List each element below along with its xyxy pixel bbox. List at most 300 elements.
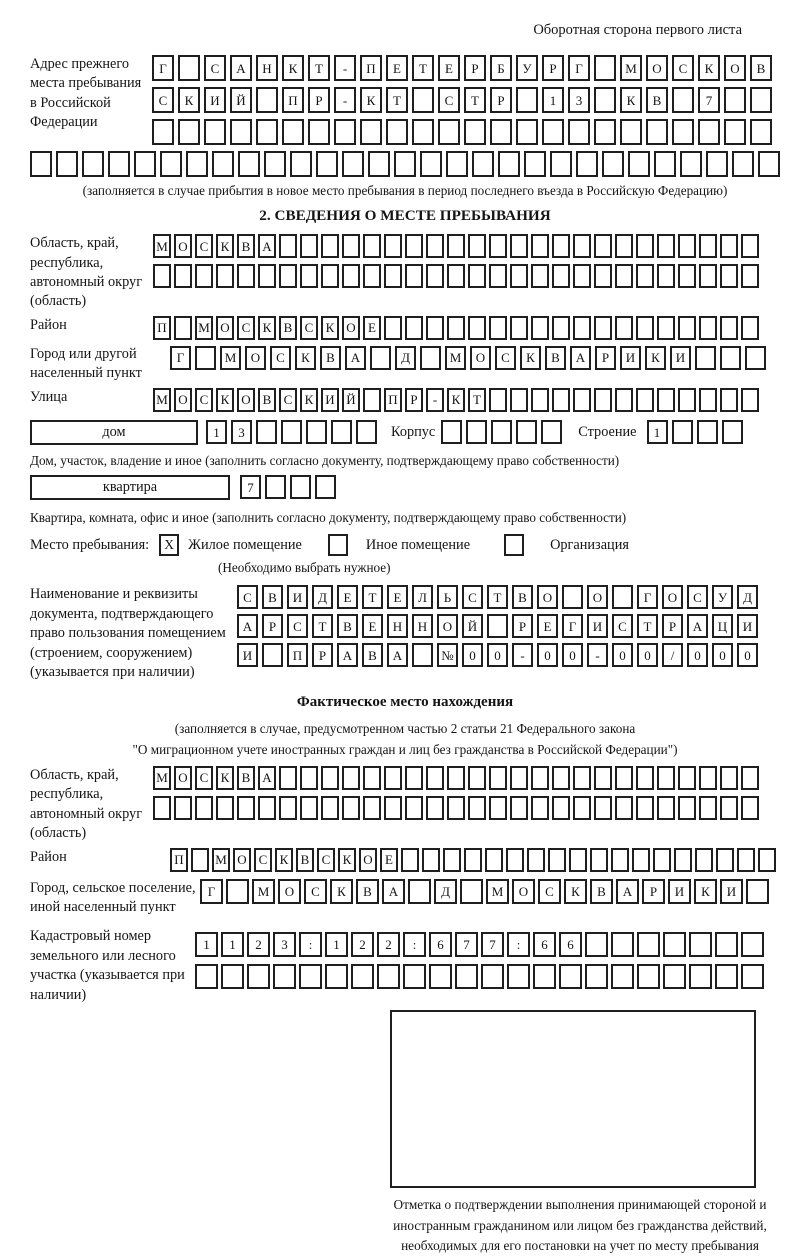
prev-address-row-1 <box>152 55 772 81</box>
char-cell <box>152 119 174 145</box>
region-block <box>30 234 780 312</box>
char-cell <box>384 316 402 340</box>
char-cell: Ц <box>712 614 733 638</box>
char-cell <box>741 388 759 412</box>
stay-option-checkbox-organization <box>504 534 524 556</box>
char-cell: 1 <box>195 932 218 957</box>
char-cell <box>204 119 226 145</box>
char-cell <box>657 796 675 820</box>
city-row <box>170 346 766 370</box>
char-cell <box>377 964 400 989</box>
char-cell: Г <box>200 879 223 904</box>
char-cell <box>615 316 633 340</box>
char-cell <box>363 796 381 820</box>
char-cell <box>356 420 377 444</box>
char-cell <box>750 119 772 145</box>
prev-address-block <box>30 55 780 145</box>
char-cell <box>516 87 538 113</box>
char-cell: П <box>384 388 402 412</box>
char-cell <box>160 151 182 177</box>
char-cell <box>281 420 302 444</box>
char-cell: О <box>237 388 255 412</box>
char-cell: 7 <box>240 475 261 499</box>
char-cell: Р <box>662 614 683 638</box>
char-cell: К <box>216 766 234 790</box>
char-cell <box>174 264 192 288</box>
char-cell <box>405 796 423 820</box>
char-cell <box>745 346 766 370</box>
char-cell <box>615 388 633 412</box>
char-cell <box>552 234 570 258</box>
char-cell: В <box>237 766 255 790</box>
char-cell: С <box>672 55 694 81</box>
char-cell: Р <box>308 87 330 113</box>
apartment-block <box>30 475 780 500</box>
char-cell: 0 <box>737 643 758 667</box>
char-cell <box>342 766 360 790</box>
char-cell <box>306 420 327 444</box>
char-cell <box>290 151 312 177</box>
char-cell: С <box>304 879 327 904</box>
actual-region-block <box>30 766 780 844</box>
char-cell <box>498 151 520 177</box>
char-cell <box>573 796 591 820</box>
stay-option-label-residential: Жилое помещение <box>188 536 302 553</box>
char-cell <box>316 151 338 177</box>
char-cell <box>384 796 402 820</box>
char-cell: К <box>258 316 276 340</box>
char-cell: С <box>438 87 460 113</box>
char-cell <box>510 766 528 790</box>
char-cell: А <box>687 614 708 638</box>
char-cell <box>422 848 440 872</box>
char-cell: 0 <box>712 643 733 667</box>
char-cell <box>724 87 746 113</box>
char-cell <box>489 234 507 258</box>
char-cell: 2 <box>377 932 400 957</box>
char-cell: Т <box>312 614 333 638</box>
char-cell <box>174 796 192 820</box>
char-cell: Е <box>337 585 358 609</box>
actual-region-row-2 <box>153 796 759 820</box>
char-cell: Р <box>642 879 665 904</box>
char-cell <box>715 964 738 989</box>
stroenie-cells <box>647 420 743 444</box>
char-cell: 3 <box>273 932 296 957</box>
char-cell <box>680 151 702 177</box>
char-cell <box>455 964 478 989</box>
char-cell <box>308 119 330 145</box>
char-cell <box>573 316 591 340</box>
char-cell <box>699 264 717 288</box>
char-cell <box>541 420 562 444</box>
char-cell: С <box>317 848 335 872</box>
char-cell <box>573 264 591 288</box>
char-cell <box>256 420 277 444</box>
char-cell: 7 <box>698 87 720 113</box>
cadastre-block <box>30 925 780 1005</box>
street-label: Улица <box>30 388 68 405</box>
char-cell: Т <box>362 585 383 609</box>
char-cell <box>300 234 318 258</box>
char-cell <box>491 420 512 444</box>
char-cell <box>279 264 297 288</box>
char-cell: В <box>750 55 772 81</box>
actual-district-block <box>30 848 780 872</box>
char-cell <box>548 848 566 872</box>
char-cell: Е <box>387 585 408 609</box>
char-cell: 0 <box>612 643 633 667</box>
cadastre-row-2 <box>195 964 764 989</box>
char-cell: И <box>237 643 258 667</box>
char-cell <box>594 55 616 81</box>
char-cell <box>258 796 276 820</box>
region-row-1 <box>153 234 759 258</box>
char-cell <box>663 964 686 989</box>
char-cell: Т <box>386 87 408 113</box>
char-cell <box>321 234 339 258</box>
registration-stamp-box <box>390 1010 756 1188</box>
char-cell: М <box>252 879 275 904</box>
char-cell: С <box>612 614 633 638</box>
prev-address-label: Адрес прежнего места пребывания в Российской Федерации <box>30 56 142 131</box>
char-cell <box>342 151 364 177</box>
char-cell <box>405 766 423 790</box>
region-label: Область, край, республика, автономный округ (область) <box>30 235 143 310</box>
char-cell: О <box>342 316 360 340</box>
char-cell <box>490 119 512 145</box>
char-cell <box>408 879 431 904</box>
char-cell <box>405 316 423 340</box>
char-cell: С <box>495 346 516 370</box>
char-cell <box>552 388 570 412</box>
char-cell <box>620 119 642 145</box>
char-cell: О <box>662 585 683 609</box>
char-cell: О <box>216 316 234 340</box>
char-cell <box>468 796 486 820</box>
char-cell <box>279 766 297 790</box>
char-cell: : <box>299 932 322 957</box>
char-cell <box>485 848 503 872</box>
char-cell <box>472 151 494 177</box>
char-cell: А <box>570 346 591 370</box>
char-cell: О <box>245 346 266 370</box>
char-cell <box>636 796 654 820</box>
char-cell <box>216 796 234 820</box>
char-cell: Т <box>487 585 508 609</box>
char-cell <box>237 796 255 820</box>
char-cell <box>230 119 252 145</box>
char-cell <box>226 879 249 904</box>
street-block <box>30 388 780 412</box>
char-cell: О <box>470 346 491 370</box>
char-cell: 1 <box>325 932 348 957</box>
char-cell: Л <box>412 585 433 609</box>
char-cell <box>615 766 633 790</box>
char-cell <box>720 766 738 790</box>
char-cell <box>706 151 728 177</box>
char-cell: И <box>720 879 743 904</box>
char-cell: Р <box>405 388 423 412</box>
char-cell <box>615 796 633 820</box>
char-cell <box>447 796 465 820</box>
char-cell: С <box>300 316 318 340</box>
char-cell: Т <box>412 55 434 81</box>
char-cell: Т <box>464 87 486 113</box>
actual-location-note-1: (заполняется в случае, предусмотренном частью 2 статьи 21 Федерального закона <box>174 721 636 737</box>
char-cell: И <box>204 87 226 113</box>
char-cell <box>699 766 717 790</box>
char-cell <box>695 848 713 872</box>
char-cell: К <box>300 388 318 412</box>
char-cell: - <box>426 388 444 412</box>
char-cell <box>290 475 311 499</box>
stay-type-block <box>30 534 780 556</box>
char-cell: К <box>698 55 720 81</box>
char-cell: И <box>587 614 608 638</box>
house-block <box>30 420 780 445</box>
char-cell <box>238 151 260 177</box>
char-cell <box>426 264 444 288</box>
char-cell <box>300 796 318 820</box>
char-cell: Т <box>637 614 658 638</box>
char-cell: О <box>174 388 192 412</box>
char-cell <box>611 848 629 872</box>
char-cell <box>363 388 381 412</box>
char-cell <box>510 264 528 288</box>
char-cell: П <box>282 87 304 113</box>
char-cell <box>741 316 759 340</box>
char-cell <box>174 316 192 340</box>
actual-location-note-2: "О миграционном учете иностранных граждан и лиц без гражданства в Российской Федерации") <box>132 741 678 757</box>
char-cell <box>412 119 434 145</box>
char-cell <box>82 151 104 177</box>
stay-option-label-organization: Организация <box>550 536 629 553</box>
char-cell: Д <box>395 346 416 370</box>
char-cell: Т <box>308 55 330 81</box>
char-cell <box>384 264 402 288</box>
char-cell <box>441 420 462 444</box>
char-cell <box>342 234 360 258</box>
char-cell: А <box>258 234 276 258</box>
doc-block <box>30 585 780 682</box>
char-cell <box>264 151 286 177</box>
char-cell <box>468 316 486 340</box>
char-cell <box>699 234 717 258</box>
char-cell: К <box>295 346 316 370</box>
char-cell <box>300 766 318 790</box>
char-cell <box>342 264 360 288</box>
char-cell <box>510 316 528 340</box>
char-cell <box>265 475 286 499</box>
char-cell <box>653 848 671 872</box>
char-cell <box>636 766 654 790</box>
char-cell <box>559 964 582 989</box>
stroenie-label: Строение <box>578 423 637 440</box>
char-cell: О <box>437 614 458 638</box>
char-cell <box>429 964 452 989</box>
char-cell <box>489 316 507 340</box>
char-cell <box>737 848 755 872</box>
section2-title: 2. СВЕДЕНИЯ О МЕСТЕ ПРЕБЫВАНИЯ <box>259 207 551 225</box>
char-cell <box>321 766 339 790</box>
char-cell <box>637 964 660 989</box>
char-cell: В <box>545 346 566 370</box>
char-cell: С <box>270 346 291 370</box>
char-cell <box>464 848 482 872</box>
korpus-label: Корпус <box>391 423 436 440</box>
char-cell <box>573 388 591 412</box>
char-cell <box>672 420 693 444</box>
apartment-widebox: квартира <box>30 475 230 500</box>
char-cell <box>594 766 612 790</box>
char-cell <box>481 964 504 989</box>
char-cell <box>510 388 528 412</box>
char-cell <box>426 234 444 258</box>
char-cell <box>590 848 608 872</box>
char-cell: К <box>694 879 717 904</box>
stay-type-label: Место пребывания: <box>30 536 150 553</box>
char-cell: В <box>356 879 379 904</box>
char-cell <box>363 234 381 258</box>
prev-address-row-4 <box>30 151 780 177</box>
char-cell: К <box>282 55 304 81</box>
char-cell <box>195 796 213 820</box>
char-cell <box>331 420 352 444</box>
char-cell: К <box>645 346 666 370</box>
cadastre-row-1 <box>195 932 764 957</box>
char-cell: Р <box>262 614 283 638</box>
char-cell <box>678 234 696 258</box>
char-cell: 0 <box>687 643 708 667</box>
char-cell <box>636 316 654 340</box>
char-cell <box>531 766 549 790</box>
char-cell: 2 <box>247 932 270 957</box>
char-cell: К <box>520 346 541 370</box>
char-cell <box>325 964 348 989</box>
char-cell <box>447 766 465 790</box>
char-cell <box>654 151 676 177</box>
stay-type-note: (Необходимо выбрать нужное) <box>218 560 391 576</box>
char-cell <box>447 264 465 288</box>
char-cell: С <box>687 585 708 609</box>
char-cell <box>426 316 444 340</box>
char-cell <box>678 388 696 412</box>
char-cell <box>108 151 130 177</box>
char-cell <box>569 848 587 872</box>
char-cell <box>552 796 570 820</box>
char-cell <box>420 151 442 177</box>
char-cell <box>510 234 528 258</box>
char-cell <box>447 234 465 258</box>
char-cell <box>438 119 460 145</box>
char-cell <box>720 346 741 370</box>
char-cell: - <box>512 643 533 667</box>
char-cell <box>468 264 486 288</box>
char-cell: Р <box>512 614 533 638</box>
char-cell: Д <box>737 585 758 609</box>
char-cell: О <box>278 879 301 904</box>
char-cell: - <box>334 55 356 81</box>
char-cell <box>594 264 612 288</box>
char-cell <box>342 796 360 820</box>
street-row <box>153 388 759 412</box>
stamp-caption: Отметка о подтверждении выполнения принимающей стороной и иностранным гражданином или лицом без гражданства действий, необходимых для его постановки на учет по месту пребывания <box>393 1197 767 1254</box>
char-cell: И <box>620 346 641 370</box>
char-cell <box>300 264 318 288</box>
char-cell: : <box>403 932 426 957</box>
stay-option-label-other: Иное помещение <box>365 536 471 553</box>
char-cell: О <box>174 234 192 258</box>
char-cell <box>256 119 278 145</box>
char-cell <box>516 420 537 444</box>
char-cell <box>403 964 426 989</box>
char-cell <box>585 932 608 957</box>
char-cell: Н <box>387 614 408 638</box>
char-cell <box>460 879 483 904</box>
char-cell <box>195 264 213 288</box>
char-cell <box>689 932 712 957</box>
doc-label: Наименование и реквизиты документа, подтверждающего право пользования помещением (строением, сооружением) (указывается при наличии) <box>30 586 226 680</box>
char-cell: 7 <box>455 932 478 957</box>
char-cell <box>282 119 304 145</box>
char-cell <box>689 964 712 989</box>
char-cell: К <box>216 388 234 412</box>
char-cell: О <box>359 848 377 872</box>
char-cell <box>524 151 546 177</box>
char-cell <box>447 316 465 340</box>
char-cell <box>562 585 583 609</box>
char-cell: О <box>587 585 608 609</box>
char-cell <box>412 87 434 113</box>
char-cell: И <box>670 346 691 370</box>
char-cell <box>195 964 218 989</box>
char-cell <box>741 932 764 957</box>
char-cell: Б <box>490 55 512 81</box>
char-cell: 1 <box>206 420 227 444</box>
char-cell <box>178 119 200 145</box>
char-cell <box>221 964 244 989</box>
char-cell <box>321 796 339 820</box>
district-block <box>30 316 780 340</box>
char-cell <box>699 316 717 340</box>
char-cell: 6 <box>429 932 452 957</box>
char-cell <box>186 151 208 177</box>
char-cell <box>334 119 356 145</box>
char-cell: Д <box>312 585 333 609</box>
char-cell: С <box>237 316 255 340</box>
char-cell <box>426 796 444 820</box>
doc-row-2 <box>237 614 758 638</box>
apartment-note: Квартира, комната, офис и иное (заполнить согласно документу, подтверждающему право собственности) <box>30 509 627 525</box>
char-cell <box>611 932 634 957</box>
char-cell <box>678 264 696 288</box>
char-cell: 7 <box>481 932 504 957</box>
char-cell <box>368 151 390 177</box>
char-cell <box>573 234 591 258</box>
city-block <box>30 345 780 384</box>
char-cell: М <box>620 55 642 81</box>
char-cell <box>516 119 538 145</box>
char-cell <box>720 264 738 288</box>
char-cell: 3 <box>231 420 252 444</box>
char-cell <box>273 964 296 989</box>
actual-district-label: Район <box>30 848 67 865</box>
char-cell <box>405 234 423 258</box>
char-cell: С <box>462 585 483 609</box>
char-cell: Р <box>595 346 616 370</box>
char-cell <box>384 766 402 790</box>
